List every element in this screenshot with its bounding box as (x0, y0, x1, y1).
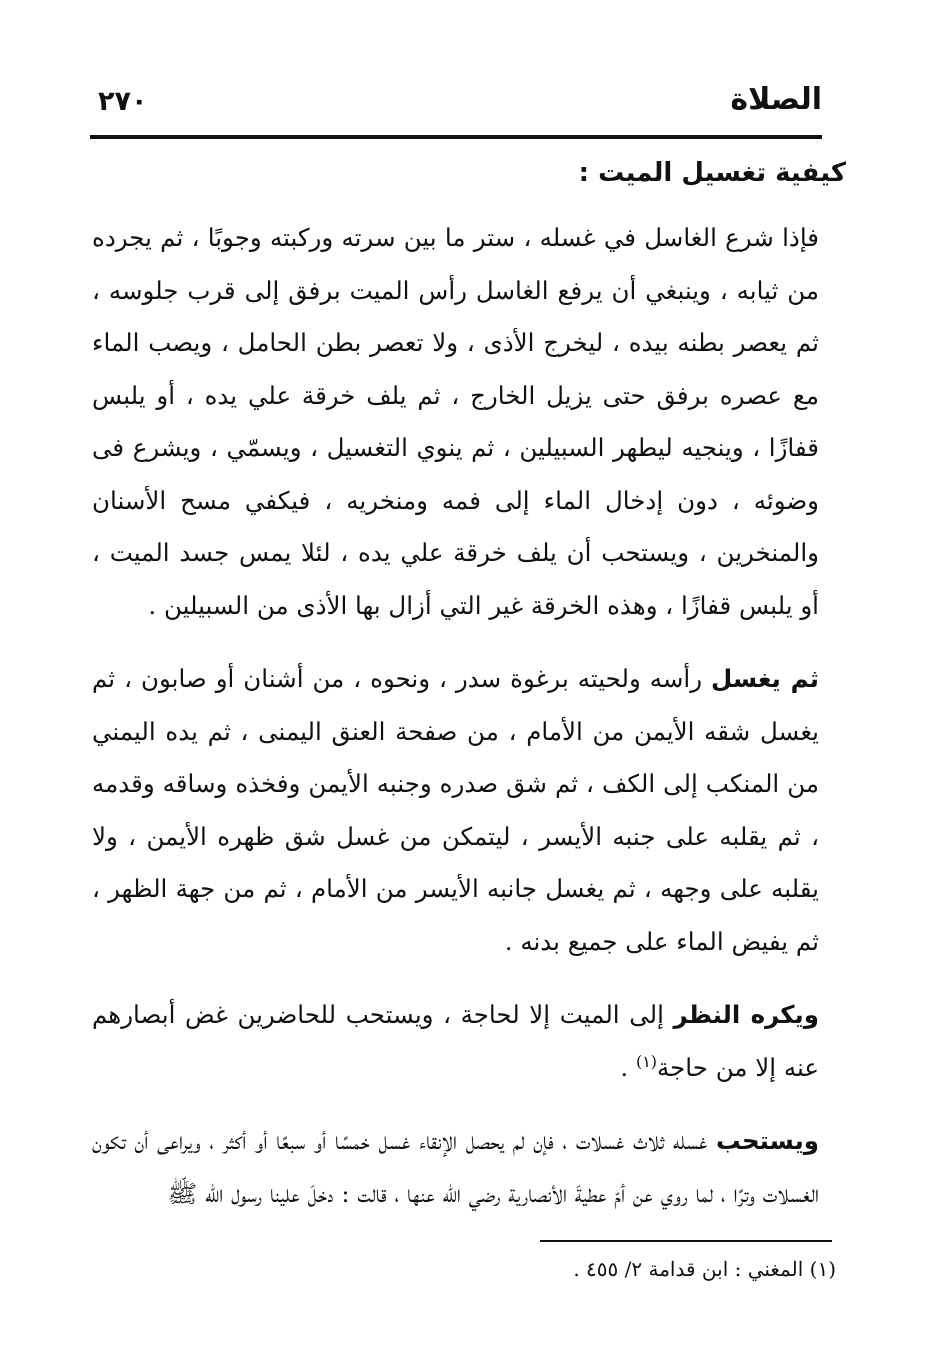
footnote: (١) المغني : ابن قدامة ٢/ ٤٥٥ . (573, 1257, 836, 1281)
section-heading: كيفية تغسيل الميت : (578, 158, 846, 188)
header-divider (90, 135, 822, 139)
footnote-marker[interactable]: (١) (635, 1051, 658, 1071)
paragraph-4 (92, 1115, 819, 1220)
page-number: ٢٧٠ (98, 86, 148, 117)
paragraph-2 (92, 653, 819, 968)
paragraph-3-tail: . (620, 1052, 636, 1082)
paragraph-2-text: رأسه ولحيته برغوة سدر ، ونحوه ، من أشنان أو صابون ، ثم يغسل شقه الأيمن من الأمام ، من صفحة العنق اليمنى ، ثم يده اليمني من المنكب إلى الكف ، ثم شق صدره وجنبه الأيمن وفخذه وساقه وقدمه ، ثم يقلبه على جنبه الأيسر ، ليتمكن من غسل شق ظهره الأيمن ، ولا يقلبه على وجهه ، ثم يغسل جانبه الأيسر من الأمام ، ثم من جهة الظهر ، ثم يفيض الماء على جميع بدنه . (92, 664, 819, 956)
paragraph-3-text: إلى الميت إلا لحاجة ، ويستحب للحاضرين غض أبصارهم عنه إلا من حاجة (92, 1000, 819, 1082)
running-title: الصلاة (730, 82, 822, 117)
paragraph-1 (92, 212, 819, 632)
paragraph-3 (92, 989, 819, 1094)
page-header (92, 70, 822, 132)
paragraph-4-lead: ويستحب (716, 1126, 819, 1155)
paragraph-2-lead: ثم يغسل (711, 664, 819, 693)
footnote-divider (540, 1240, 832, 1242)
paragraph-4-text: غسله ثلاث غسلات ، فإن لم يحصل الإنقاء غسل خمسًا أو سبعًا أو أكثر ، ويراعى أن تكون الغسلات وترًا ، لما روي عن أمّ عطيةَ الأنصارية رضي الله عنها ، قالت : دخلَ علينا رسول الله ﷺ (92, 1126, 819, 1208)
paragraph-3-lead: ويكره النظر (673, 1000, 819, 1029)
main-text (92, 212, 819, 1241)
paragraph-1-text: فإذا شرع الغاسل في غسله ، ستر ما بين سرته وركبته وجوبًا ، ثم يجرده من ثيابه ، وينبغي أن يرفع الغاسل رأس الميت برفق إلى قرب جلوسه ، ثم يعصر بطنه بيده ، ليخرج الأذى ، ولا تعصر بطن الحامل ، ويصب الماء مع عصره برفق حتى يزيل الخارج ، ثم يلف خرقة علي يده ، أو يلبس قفازًا ، وينجيه ليطهر السبيلين ، ثم ينوي التغسيل ، ويسمّي ، ويشرع فى وضوئه ، دون إدخال الماء إلى فمه ومنخريه ، فيكفي مسح الأسنان والمنخرين ، ويستحب أن يلف خرقة علي يده ، لئلا يمس جسد الميت ، أو يلبس قفازًا ، وهذه الخرقة غير التي أزال بها الأذى من السبيلين . (92, 223, 820, 620)
